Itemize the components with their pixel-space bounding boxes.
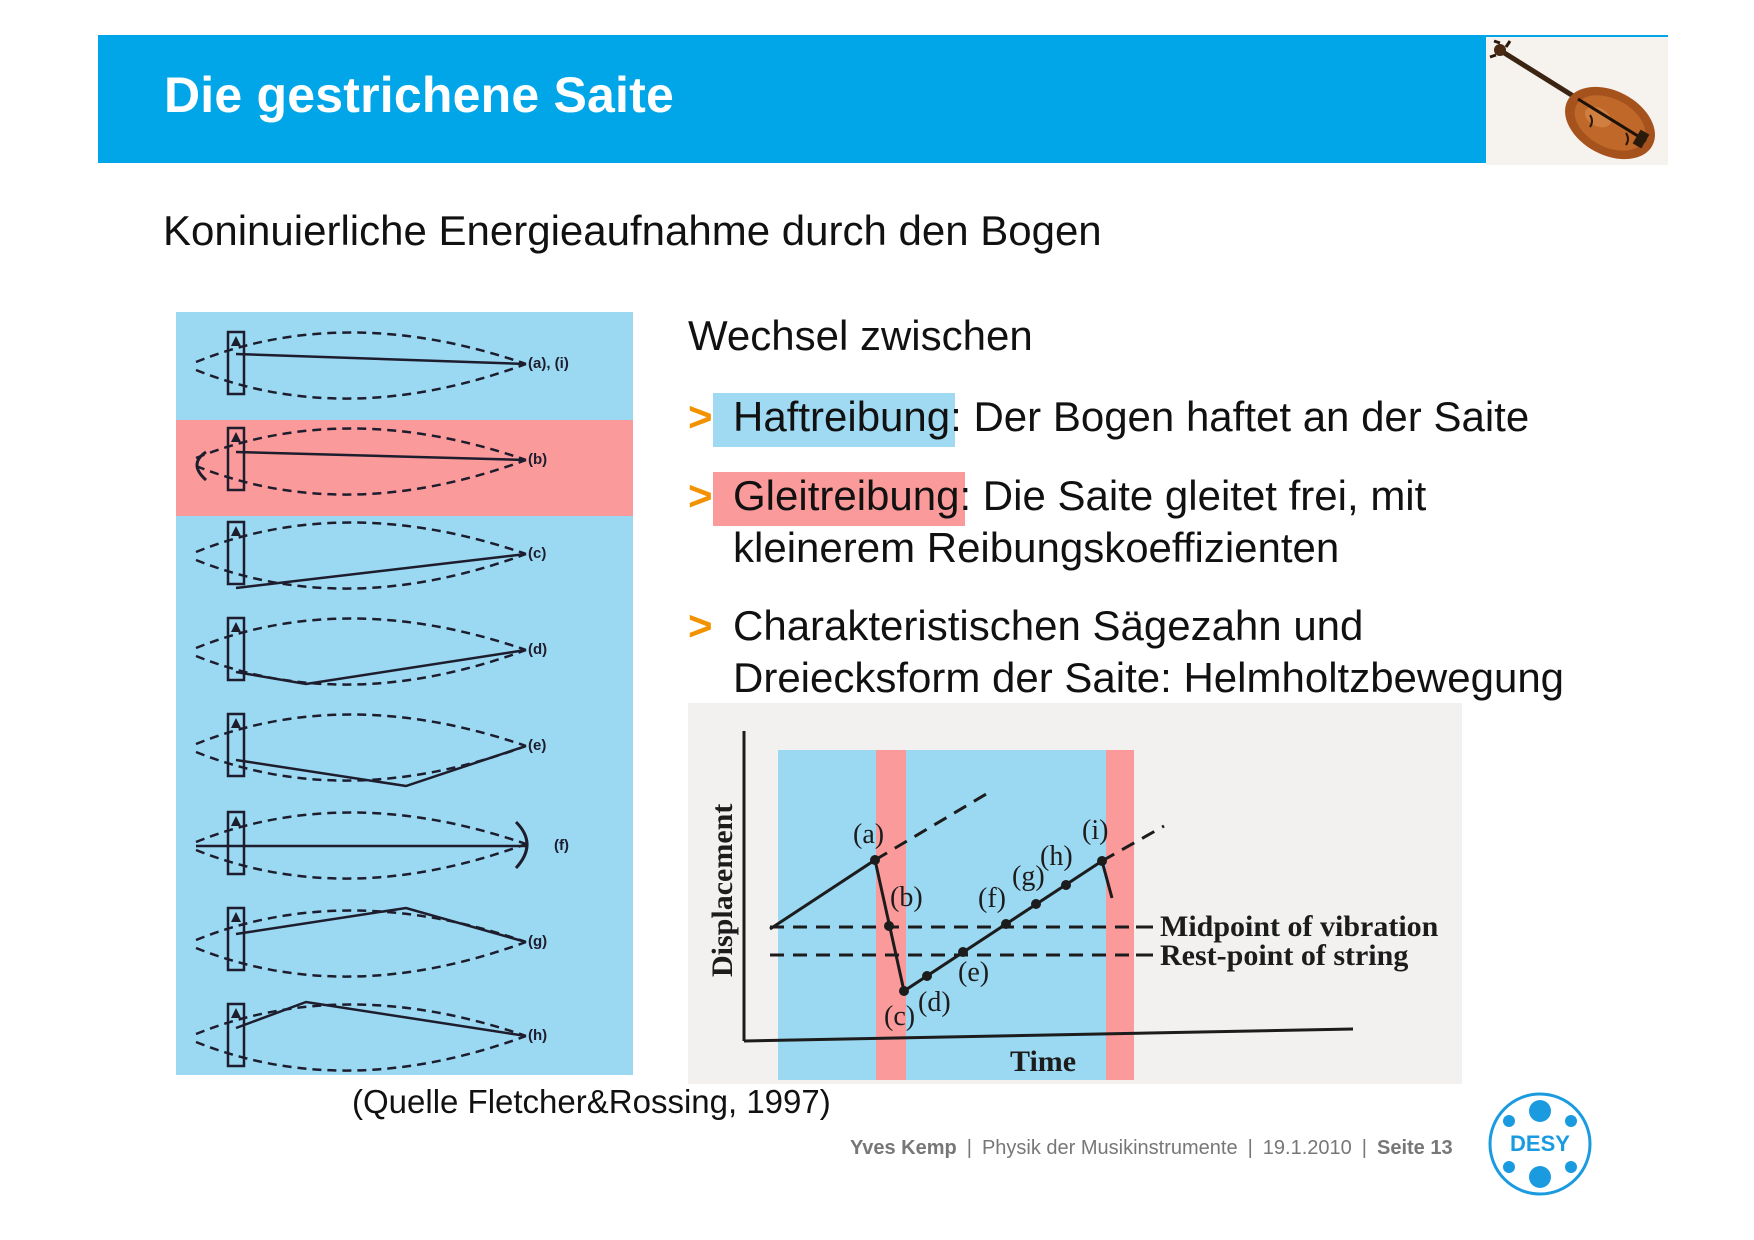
snapshot-label-e: (e) [528,737,547,754]
snapshot-label-g: (g) [528,933,548,950]
legend-midpoint: Midpoint of vibration [1160,910,1439,943]
desy-logo-text: DESY [1510,1131,1570,1156]
bullet-saegezahn [688,600,1565,704]
bullet-2-text-line2: kleinerem Reibungskoeffizienten [733,524,1340,571]
desy-logo [1487,1091,1593,1197]
footer-separator: | [1247,1137,1253,1159]
bullet-marker: > [688,472,713,519]
bullet-marker: > [688,393,713,440]
slide-title: Die gestrichene Saite [164,67,674,123]
snapshot-label-d: (d) [528,641,548,658]
snapshot-label-a: (a), (i) [528,355,569,372]
bullet-3-text-line1: Charakteristischen Sägezahn und [733,602,1364,649]
intro-text: Wechsel zwischen [688,312,1033,359]
graph-point-a: (a) [853,819,885,850]
term-haftreibung: Haftreibung [733,393,951,440]
bullet-marker: > [688,602,713,649]
graph-point-h: (h) [1040,841,1073,872]
slide-subtitle: Koninuierliche Energieaufnahme durch den Bogen [163,207,1102,254]
graph-point-b: (b) [890,882,923,913]
graph-point-c: (c) [884,1001,916,1032]
source-citation: (Quelle Fletcher&Rossing, 1997) [352,1083,831,1120]
snapshot-label-f: (f) [554,837,569,854]
bullet-gleitreibung [688,470,1427,574]
legend-rest-point: Rest-point of string [1160,939,1409,972]
graph-point-e: (e) [958,957,990,988]
term-gleitreibung: Gleitreibung [733,472,960,519]
snapshot-label-h: (h) [528,1027,548,1044]
graph-x-label: Time [1010,1045,1077,1078]
graph-point-f: (f) [978,883,1006,914]
helmholtz-displacement-graph [688,703,1462,1084]
bullet-2-text: : Die Saite gleitet frei, mit [959,472,1427,519]
snapshot-label-b: (b) [528,451,548,468]
footer-page-number: Seite 13 [1376,1137,1453,1159]
bullet-1-text: : Der Bogen haftet an der Saite [950,393,1530,440]
footer-separator: | [1361,1137,1367,1159]
violin-image [1486,35,1668,165]
graph-point-i: (i) [1082,815,1109,846]
graph-y-label: Displacement [706,803,739,977]
graph-point-g: (g) [1012,861,1045,892]
violin-icon [1486,37,1668,165]
snapshot-label-c: (c) [528,545,547,562]
footer-author: Yves Kemp [850,1137,957,1159]
bowed-string-snapshots-figure [176,312,633,1075]
graph-point-d: (d) [918,987,951,1018]
slide-footer [850,1137,1453,1160]
footer-separator: | [966,1137,972,1159]
bullet-haftreibung [688,391,1530,443]
bullet-3-text-line2: Dreiecksform der Saite: Helmholtzbewegung [733,654,1565,701]
footer-course: Physik der Musikinstrumente [981,1137,1238,1159]
footer-date: 19.1.2010 [1262,1137,1352,1159]
